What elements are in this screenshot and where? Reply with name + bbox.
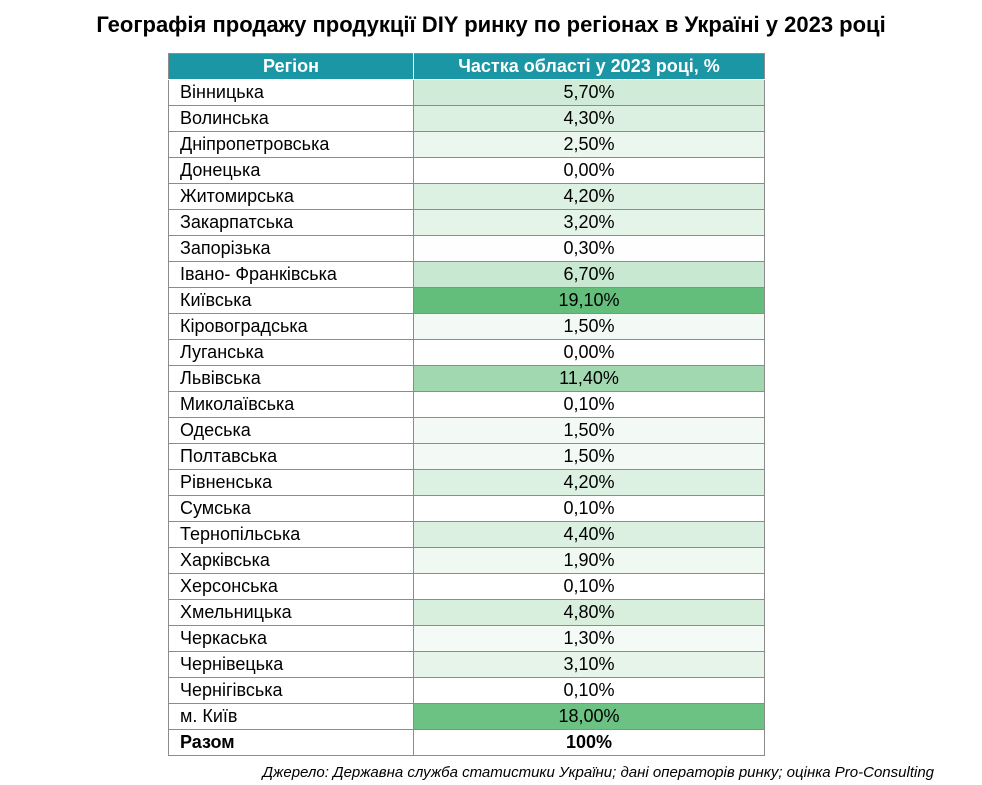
table-row bbox=[169, 158, 765, 184]
share-cell: 1,30% bbox=[414, 626, 765, 652]
table-row bbox=[169, 366, 765, 392]
share-cell: 4,20% bbox=[414, 184, 765, 210]
table-row bbox=[169, 132, 765, 158]
region-cell: Тернопільська bbox=[169, 522, 414, 548]
table-row bbox=[169, 210, 765, 236]
table-header-row bbox=[169, 54, 765, 80]
region-cell: Полтавська bbox=[169, 444, 414, 470]
page-title: Географія продажу продукції DIY ринку по регіонах в Україні у 2023 році bbox=[96, 12, 886, 37]
share-cell: 0,10% bbox=[414, 678, 765, 704]
share-cell: 1,50% bbox=[414, 314, 765, 340]
share-cell: 4,20% bbox=[414, 470, 765, 496]
region-share-table bbox=[168, 53, 765, 756]
share-cell: 0,10% bbox=[414, 496, 765, 522]
region-cell: Житомирська bbox=[169, 184, 414, 210]
region-cell: Чернівецька bbox=[169, 652, 414, 678]
share-cell: 19,10% bbox=[414, 288, 765, 314]
table-row bbox=[169, 678, 765, 704]
table-row bbox=[169, 340, 765, 366]
region-cell: Одеська bbox=[169, 418, 414, 444]
share-cell: 3,10% bbox=[414, 652, 765, 678]
share-cell: 1,50% bbox=[414, 418, 765, 444]
table-body bbox=[169, 80, 765, 756]
share-cell: 0,10% bbox=[414, 392, 765, 418]
region-cell: Чернігівська bbox=[169, 678, 414, 704]
region-cell: Луганська bbox=[169, 340, 414, 366]
share-cell: 18,00% bbox=[414, 704, 765, 730]
total-label: Разом bbox=[169, 730, 414, 756]
table-row bbox=[169, 652, 765, 678]
region-cell: Хмельницька bbox=[169, 600, 414, 626]
share-cell: 0,00% bbox=[414, 158, 765, 184]
region-cell: Волинська bbox=[169, 106, 414, 132]
share-cell: 2,50% bbox=[414, 132, 765, 158]
table-row bbox=[169, 496, 765, 522]
region-cell: Кіровоградська bbox=[169, 314, 414, 340]
share-cell: 4,40% bbox=[414, 522, 765, 548]
table-row bbox=[169, 444, 765, 470]
table-row bbox=[169, 418, 765, 444]
table-row bbox=[169, 626, 765, 652]
region-cell: Черкаська bbox=[169, 626, 414, 652]
region-cell: Дніпропетровська bbox=[169, 132, 414, 158]
table-row bbox=[169, 392, 765, 418]
region-cell: Рівненська bbox=[169, 470, 414, 496]
table-row bbox=[169, 470, 765, 496]
table-row bbox=[169, 314, 765, 340]
header-region: Регіон bbox=[169, 54, 414, 80]
share-cell: 1,50% bbox=[414, 444, 765, 470]
region-cell: Запорізька bbox=[169, 236, 414, 262]
table-row bbox=[169, 522, 765, 548]
share-cell: 11,40% bbox=[414, 366, 765, 392]
share-cell: 5,70% bbox=[414, 80, 765, 106]
source-note: Джерело: Державна служба статистики України; дані операторів ринку; оцінка Pro-Consulting bbox=[262, 764, 934, 781]
share-cell: 0,00% bbox=[414, 340, 765, 366]
region-cell: Київська bbox=[169, 288, 414, 314]
share-cell: 4,30% bbox=[414, 106, 765, 132]
total-row bbox=[169, 730, 765, 756]
share-cell: 6,70% bbox=[414, 262, 765, 288]
region-cell: Харківська bbox=[169, 548, 414, 574]
table-row bbox=[169, 600, 765, 626]
share-cell: 0,10% bbox=[414, 574, 765, 600]
region-cell: Закарпатська bbox=[169, 210, 414, 236]
table-row bbox=[169, 704, 765, 730]
region-cell: Миколаївська bbox=[169, 392, 414, 418]
table-row bbox=[169, 106, 765, 132]
share-cell: 4,80% bbox=[414, 600, 765, 626]
table-row bbox=[169, 236, 765, 262]
table-row bbox=[169, 288, 765, 314]
region-cell: Донецька bbox=[169, 158, 414, 184]
region-cell: м. Київ bbox=[169, 704, 414, 730]
share-cell: 1,90% bbox=[414, 548, 765, 574]
region-cell: Львівська bbox=[169, 366, 414, 392]
region-cell: Сумська bbox=[169, 496, 414, 522]
region-cell: Вінницька bbox=[169, 80, 414, 106]
table-row bbox=[169, 184, 765, 210]
total-value: 100% bbox=[414, 730, 765, 756]
region-cell: Івано- Франківська bbox=[169, 262, 414, 288]
region-cell: Херсонська bbox=[169, 574, 414, 600]
share-cell: 0,30% bbox=[414, 236, 765, 262]
table-row bbox=[169, 548, 765, 574]
table-row bbox=[169, 574, 765, 600]
table-row bbox=[169, 262, 765, 288]
table-row bbox=[169, 80, 765, 106]
header-share: Частка області у 2023 році, % bbox=[414, 54, 765, 80]
share-cell: 3,20% bbox=[414, 210, 765, 236]
